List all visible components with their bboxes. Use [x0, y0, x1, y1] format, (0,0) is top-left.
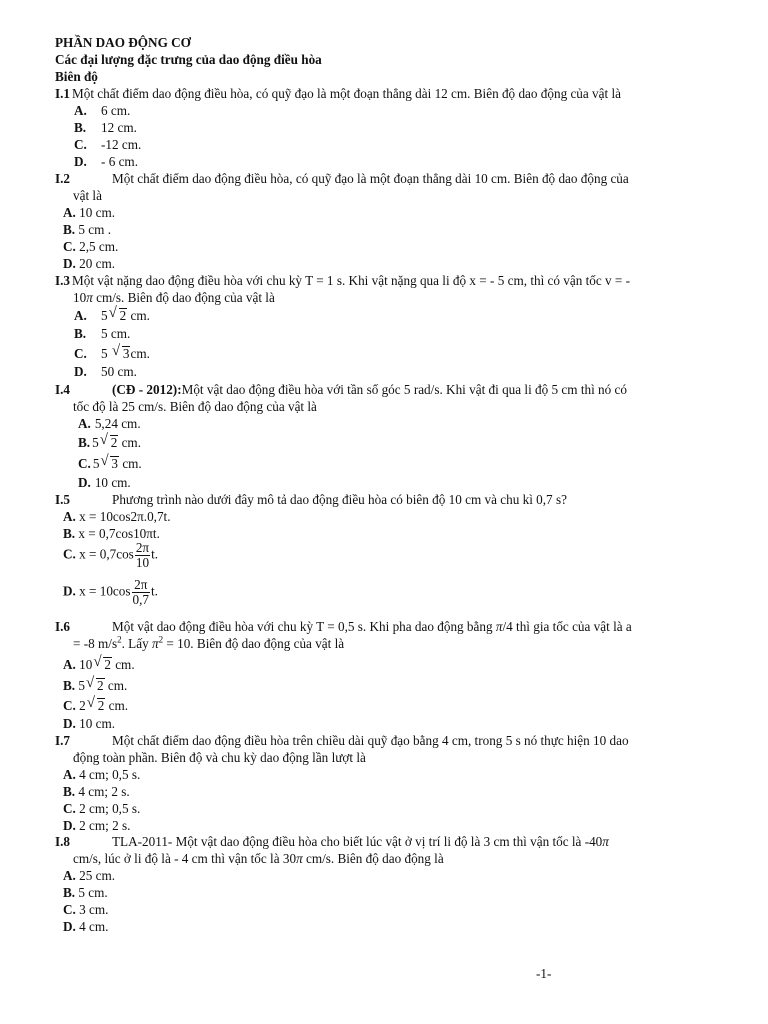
sqrt-symbol: √ 2 [88, 697, 106, 714]
option-d: D. x = 10cos $\frac{2\pi}{0,7}$ t. [63, 577, 158, 607]
option-d: D. - 6 cm. [74, 154, 138, 169]
option-c: C. 2 cm; 0,5 s. [63, 801, 141, 816]
sqrt-symbol: √ 3 [101, 455, 119, 472]
sqrt-symbol: √ 2 [110, 307, 128, 324]
section-title: Các đại lượng đặc trưng của dao động điều hòa [55, 52, 322, 67]
option-a: A. 4 cm; 0,5 s. [63, 767, 141, 782]
part-title: PHẦN DAO ĐỘNG CƠ [55, 35, 191, 50]
subsection-title: Biên độ [55, 69, 98, 84]
question-text-continued: 10π cm/s. Biên độ dao động của vật là [73, 290, 275, 305]
fraction: $\frac{2\pi}{10}$ [135, 540, 150, 570]
question-number: I.2 [55, 171, 71, 186]
option-a: A. 6 cm. [74, 103, 131, 118]
option-d: D. 2 cm; 2 s. [63, 818, 131, 833]
question-text-continued: động toàn phần. Biên độ và chu kỳ dao động lần lượt là [73, 750, 366, 765]
option-a: A. 5√ 2 cm. [74, 307, 150, 324]
option-a: A. 10 cm. [63, 205, 116, 220]
option-c: C. 2√ 2 cm. [63, 697, 128, 714]
option-d: D. 50 cm. [74, 364, 137, 379]
question-number: I.6 [55, 619, 71, 634]
question-number: I.5 [55, 492, 71, 507]
question-number: I.3 [55, 273, 71, 288]
option-b: B. 5 cm . [63, 222, 111, 237]
question-number: I.7 [55, 733, 71, 748]
option-c: C. -12 cm. [74, 137, 142, 152]
option-b: B. x = 0,7cos10πt. [63, 526, 160, 541]
page-number: -1- [536, 966, 552, 981]
option-a: A. 5,24 cm. [78, 416, 141, 431]
option-c: C. 3 cm. [63, 902, 109, 917]
question-text: Một chất điểm dao động điều hòa, có quỹ đạo là một đoạn thẳng dài 10 cm. Biên độ dao động của [112, 171, 629, 186]
question-text: Phương trình nào dưới đây mô tả dao động điều hòa có biên độ 10 cm và chu kì 0,7 s? [112, 492, 567, 507]
option-b: B. 5√ 2 cm. [78, 434, 141, 451]
option-b: B. 12 cm. [74, 120, 137, 135]
option-a: A. 10√ 2 cm. [63, 656, 135, 673]
question-number: I.4 [55, 382, 71, 397]
question-text: (CĐ - 2012):Một vật dao động điều hòa với tần số góc 5 rad/s. Khi vật đi qua li độ 5 cm thì nó có [112, 382, 627, 397]
option-d: D. 20 cm. [63, 256, 116, 271]
sqrt-symbol: √ 2 [87, 677, 105, 694]
option-d: D. 4 cm. [63, 919, 109, 934]
sqrt-symbol: √ 2 [94, 656, 112, 673]
question-number: I.1 [55, 86, 71, 101]
option-c: C. x = 0,7cos $\frac{2\pi}{10}$ t. [63, 540, 159, 570]
question-text: Một chất điểm dao động điều hòa trên chiều dài quỹ đạo bằng 4 cm, trong 5 s nó thực hiện 10 dao [112, 733, 629, 748]
question-text-continued: cm/s, lúc ở li độ là - 4 cm thì vận tốc là 30π cm/s. Biên độ dao động là [73, 851, 444, 866]
option-b: B. 5√ 2 cm. [63, 677, 127, 694]
option-b: B. 5 cm. [74, 326, 131, 341]
option-c: C. 5 √ 3cm. [74, 345, 150, 362]
sqrt-symbol: √ 3 [113, 345, 131, 362]
question-text: Một vật dao động điều hòa với chu kỳ T = 0,5 s. Khi pha dao động bằng π/4 thì gia tốc của vật là a [112, 619, 632, 634]
option-d: D. 10 cm. [78, 475, 131, 490]
question-text: Một vật nặng dao động điều hòa với chu kỳ T = 1 s. Khi vật nặng qua li độ x = - 5 cm, thì có vận tốc v = - [72, 273, 631, 288]
option-c: C. 5√ 3 cm. [78, 455, 142, 472]
sqrt-symbol: √ 2 [101, 434, 119, 451]
question-text-continued: = -8 $m/s^2$. Lấy $\pi^2 = 10$. Biên độ dao động của vật là [73, 634, 345, 651]
option-c: C. 2,5 cm. [63, 239, 119, 254]
question-text-continued: tốc độ là 25 cm/s. Biên độ dao động của vật là [73, 399, 317, 414]
option-a: A. x = 10cos2π.0,7t. [63, 509, 171, 524]
question-number: I.8 [55, 834, 71, 849]
option-b: B. 5 cm. [63, 885, 108, 900]
question-text-continued: vật là [73, 188, 102, 203]
question-text: Một chất điểm dao động điều hòa, có quỹ đạo là một đoạn thẳng dài 12 cm. Biên độ dao động của vật là [72, 86, 621, 101]
option-d: D. 10 cm. [63, 716, 116, 731]
option-b: B. 4 cm; 2 s. [63, 784, 130, 799]
option-a: A. 25 cm. [63, 868, 116, 883]
fraction: $\frac{2\pi}{0,7}$ [132, 577, 150, 607]
question-text: TLA-2011- Một vật dao động điều hòa cho biết lúc vật ở vị trí li độ là 3 cm thì vận tốc là -40π [112, 834, 609, 849]
